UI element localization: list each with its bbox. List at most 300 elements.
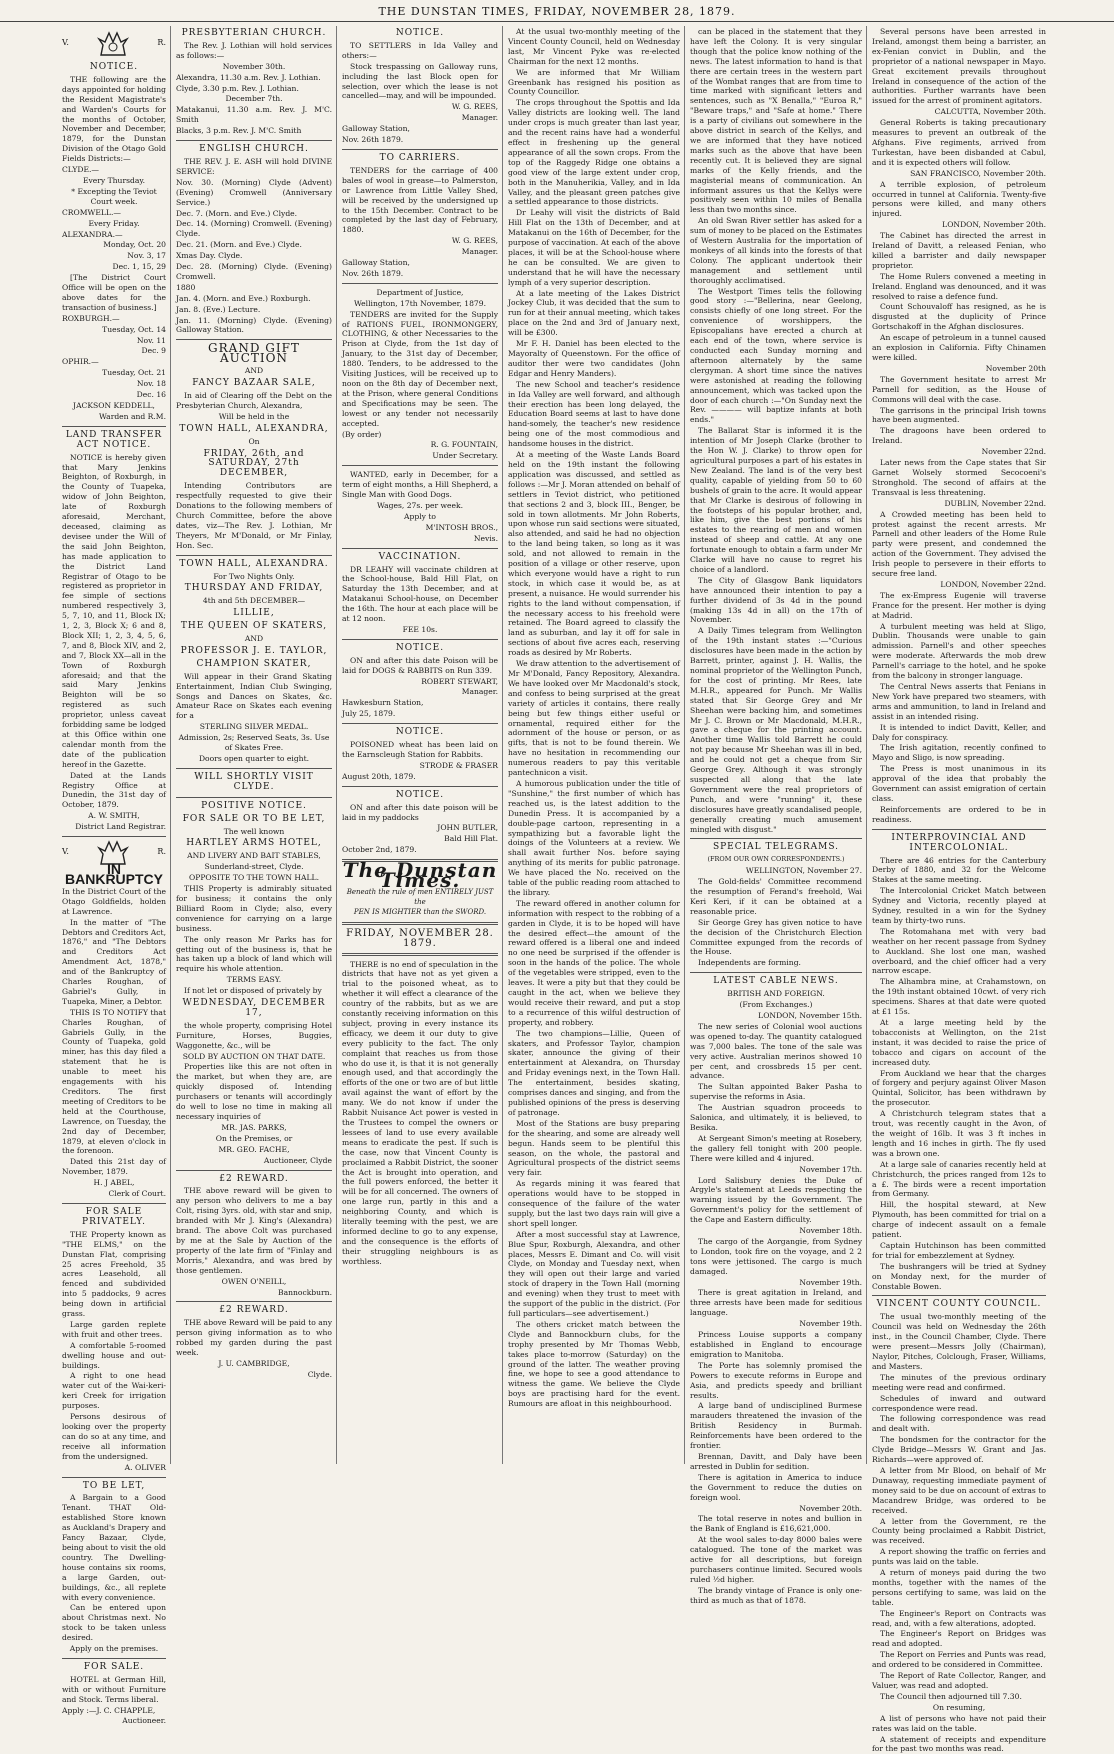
parks: MR. JAS. PARKS,: [221, 1122, 287, 1132]
oneill: OWEN O'NEILL,: [221, 1276, 287, 1286]
presbyterian-line: Matakanui, 11.30 a.m. Rev. J. M'C. Smith: [176, 105, 332, 125]
cable-paragraph: Brennan, Davitt, and Daly have been arrested in Dublin for sedition.: [690, 1451, 862, 1471]
grand-body: In aid of Clearing off the Debt on the Presbyterian Church, Alexandra,: [176, 391, 332, 410]
crest-right: R.: [157, 847, 166, 857]
divider: [342, 922, 498, 925]
hartley-reason: The only reason Mr Parks has for getting out of the business is, that he has taken up a block of land which will require his whole attention.: [176, 934, 332, 974]
council-paragraph: A list of persons who have not paid their rates was laid on the table.: [872, 1713, 1046, 1733]
column-rule: [502, 26, 503, 1464]
land-signer: A. W. SMITH,: [88, 811, 140, 821]
bankruptcy-intro: In the District Court of the Otago Goldfields, holden at Lawrence.: [62, 886, 166, 916]
newspaper-nameplate: The Dunstan Times.: [342, 858, 498, 893]
news-paragraph: The Government hesitate to arrest Mr Parnell for sedition, as the House of Commons will deal with the case.: [872, 374, 1046, 404]
bankruptcy-matter: In the matter of "The Debtors and Creditors Act, 1876," and "The Debtors and Creditors Act Amendment Act, 1878," and of the Bankruptcy of Charles Roughan, of Gabriel's Gully, in Tuapeka, Miner, a Debtor.: [62, 917, 166, 1006]
column-1: [58, 26, 170, 1726]
cable-paragraph: A large band of undisciplined Burmese marauders threatened the invasion of the British Residency in Burmah. Reinforcements have been ordered to the frontier.: [690, 1401, 862, 1451]
inter-paragraph: The Rotomahana met with very bad weather on her recent passage from Sydney to Auckland. She lost one man, washed overboard, and the chief officer had a very narrow escape.: [872, 926, 1046, 976]
royal-crest: [62, 26, 166, 60]
grand-dates: FRIDAY, 26th, and SATURDAY, 27th DECEMBER,: [203, 448, 305, 479]
butler-place: Bald Hill Flat.: [444, 834, 498, 844]
divider: [342, 548, 498, 549]
butler: JOHN BUTLER,: [437, 823, 498, 833]
strode-date: August 20th, 1879.: [342, 771, 416, 781]
sale-line: A comfortable 5-roomed dwelling house and out-buildings.: [62, 1340, 166, 1370]
notice-body: THE following are the days appointed for holding the Resident Magistrate's and Warden's Courts for the months of October, November and December, 1879, for the Dunstan Division of the Otago Gold Fields Districts:—: [62, 74, 166, 164]
bankruptcy-dated: Dated this 21st day of November, 1879.: [62, 1157, 166, 1177]
bankruptcy-signer-title: Clerk of Court.: [108, 1189, 166, 1199]
let-title: TO BE LET,: [82, 1480, 146, 1491]
town-lillie: LILLIE,: [233, 608, 275, 619]
stewart-place: Hawkesburn Station,: [342, 698, 424, 708]
will-visit: WILL SHORTLY VISIT CLYDE.: [194, 771, 314, 792]
clyde-heading: CLYDE.—: [62, 165, 100, 175]
english-title: ENGLISH CHURCH.: [199, 144, 309, 155]
vincent-council-title: VINCENT COUNTY COUNCIL.: [876, 1299, 1042, 1310]
council-paragraph: The Engineer's Report on Bridges was read and adopted.: [872, 1629, 1046, 1649]
town-dates: 4th and 5th DECEMBER—: [202, 596, 306, 606]
by-order: (By order): [342, 429, 382, 439]
news-paragraph: The Ballarat Star is informed it is the intention of Mr Joseph Clarke (brother to the Hon W. J. Clarke) to throw open for agricultural purposes a part of his estates in New Zealand. The land is of the very best quality, capable of yielding from 50 to 60 bushels of grain to the acre. It would appear that Mr Clarke is desirous of following in the footsteps of his popular brother, and, like him, give the best portions of his estates to the rearing of men and women instead of sheep and cattle. At any one fortunate enough to obtain a farm under Mr Clarke will have no cause to regret his choice of a landlord.: [690, 426, 862, 574]
butler-body: ON and after this date poison will be laid in my paddocks: [342, 802, 498, 822]
masthead-title: THE DUNSTAN TIMES, FRIDAY, NOVEMBER 28, 1879.: [378, 5, 736, 18]
dateline: SAN FRANCISCO, November 20th.: [910, 168, 1046, 178]
stewart: ROBERT STEWART,: [421, 676, 498, 686]
telegram-paragraph: The Gold-fields' Committee recommend the resumption of Ferand's freehold, Wai Keri Keri, if it can be obtained at a reasonable price.: [690, 877, 862, 916]
news-paragraph: The others cricket match between the Clyde and Bannockburn clubs, for the trophy presented by Mr Thomas Webb, takes place to-morrow (Saturday) on the ground of the latter. The weather proving fine, we hope to see a good attendance to witness the game. We believe the Clyde boys are practising hard for the event. Rumours are afloat in this neighbourhood.: [508, 1319, 680, 1409]
poisoned-body: POISONED wheat has been laid on the Earnscleugh Station for Rabbits.: [342, 740, 498, 759]
ophir-heading: OPHIR.—: [62, 357, 99, 367]
cable-paragraph: The cargo of the Aorgangie, from Sydney to London, took fire on the voyage, and 2 2 tons were jettisoned. The cargo is much damaged.: [690, 1236, 862, 1276]
presbyterian-date: November 30th.: [222, 61, 286, 71]
cable-paragraph: The Sultan appointed Baker Pasha to supervise the reforms in Asia.: [690, 1082, 862, 1102]
cable-paragraph: The Porte has solemnly promised the Powers to execute reforms in Europe and Asia, and predicts speedy and brilliant results.: [690, 1360, 862, 1400]
cromwell-heading: CROMWELL.—: [62, 207, 121, 217]
presbyterian-intro: The Rev. J. Lothian will hold services as follows:—: [176, 40, 332, 60]
news-paragraph: The garrisons in the principal Irish towns have been augmented.: [872, 405, 1046, 425]
news-paragraph: An escape of petroleum in a tunnel caused an explosion in California. Fifty Chinamen were killed.: [872, 333, 1046, 362]
divider: [872, 829, 1046, 830]
notice-title: NOTICE.: [395, 642, 445, 653]
grand-fancy: FANCY BAZAAR SALE,: [192, 378, 316, 389]
town-and: AND: [244, 634, 264, 644]
bankruptcy-body: THIS IS TO NOTIFY that Charles Roughan, of Gabriels Gully, in the County of Tuapeka, gold miner, has this day filed a statement that he is unable to meet his engagements with his Creditors. The first meeting of Creditors to be held at the Courthouse, Lawrence, on Tuesday, the 2nd day of December, 1879, at eleven o'clock in the forenoon.: [62, 1007, 166, 1156]
rees-title: Manager.: [461, 113, 498, 123]
fache-title: Auctioneer, Clyde: [263, 1155, 332, 1165]
town-body: Will appear in their Grand Skating Entertainment, Indian Club Swinging, Songs and Dances on Skates, &c. Amateur Race on Skates each evening for a: [176, 671, 332, 721]
news-paragraph: We are informed that Mr William Greenbank has resigned his position as County Councillor.: [508, 67, 680, 97]
divider: [62, 1477, 166, 1478]
forsale-apply: Apply :—J. C. CHAPPLE,: [62, 1705, 156, 1715]
inter-paragraph: Hill, the hospital steward, at New Plymouth, has been committed for trial on a charge of indecent assault on a female patient.: [872, 1200, 1046, 1240]
town-nights: For Two Nights Only.: [213, 571, 295, 581]
council-paragraph: The Report on Ferries and Punts was read, and ordered to be considered in Committee.: [872, 1650, 1046, 1670]
column-4: [504, 26, 684, 1464]
column-rule: [684, 26, 685, 1464]
stewart-date: July 25, 1879.: [342, 709, 396, 719]
news-paragraph: After a most successful stay at Lawrence, Blue Spur, Roxburgh, Alexandra, and other places, Messrs E. Dimant and Co. will visit Clyde, on Monday and Tuesday next, when they will open out their large and varied stock of drapery in the Town Hall (morning and evening) when they trust to meet with the support of the public in the district. (For full particulars—see advertisement.): [508, 1229, 680, 1318]
english-row: Dec. 21. (Morn. and Eve.) Clyde.: [176, 240, 302, 250]
news-paragraph: A terrible explosion, of petroleum occurred in tunnel at California. Twenty-five persons were killed, and many others injured.: [872, 179, 1046, 219]
mintosh: M'INTOSH BROS.,: [425, 522, 498, 532]
news-paragraph: As regards mining it was feared that operations would have to be stopped in consequence of the failure of the water supply, but the last two days rain will give a short spell longer.: [508, 1179, 680, 1228]
divider: [872, 1295, 1046, 1296]
town-champ: CHAMPION SKATER,: [196, 658, 312, 669]
sale-let-title: FOR SALE OR TO BE LET,: [182, 813, 326, 824]
divider: [342, 723, 498, 724]
presbyterian-line: Alexandra, 11.30 a.m. Rev. J. Lothian.: [176, 72, 321, 82]
divider: [176, 797, 332, 798]
news-paragraph: The crops throughout the Spottis and Ida Valley districts are looking well. The land under crops is much greater than last year, and the recent rains have had a wonderful effect in freshening up the general appearance of all the sown crops. From the top of the Raggedy Ridge one obtains a good view of the large extent under crop, both in the Manuherikia, Valley, and in Ida Valley, and the pleasant green patches give a settled appearance to those districts.: [508, 98, 680, 207]
council-paragraph: The Report of Rate Collector, Ranger, and Valuer, was read and adopted.: [872, 1671, 1046, 1690]
grand-hall: TOWN HALL, ALEXANDRA,: [179, 423, 329, 434]
cable-paragraph: The new series of Colonial wool auctions was opened to-day. The quantity catalogued was 7,000 bales. The tone of the sale was very active. Australian merinos showed 10 per cent, and crossbreds 15 per cent. advance.: [690, 1021, 862, 1081]
inter-paragraph: The Alhambra mine, at Crahamstown, on the 19th instant obtained 10cwt. of very rich specimens. Shares at that date were quoted at £1 15s.: [872, 977, 1046, 1017]
sale-line: Large garden replete with fruit and other trees.: [62, 1319, 166, 1339]
not-disposed: If not let or disposed of privately by: [184, 986, 322, 996]
council-paragraph: The usual two-monthly meeting of the Council was held on Wednesday the 26th inst., in the Council Chamber, Clyde. There were present—Messrs Jolly (Chairman), Naylor, Pitches, Colclough, Fraser, Williams, and Masters.: [872, 1312, 1046, 1371]
column-rule: [336, 26, 337, 1464]
dateline: November 19th.: [799, 1319, 862, 1329]
news-paragraph: Reinforcements are ordered to be in readiness.: [872, 804, 1046, 824]
english-row: Dec. 28. (Morning) Clyde. (Evening) Cromwell.: [176, 262, 332, 281]
divider: [690, 972, 862, 973]
news-paragraph: We draw attention to the advertisement of Mr M'Donald, Fancy Repository, Alexandra. We have looked over Mr Macdonald's stock, and confess to being surprised at the great variety of articles it contains, there really being but few things either useful or ornamental, required either for the adornment of the house or person, or as gifts, that is not to be found therein. We have no hesitation in recommending our numerous readers to pay this veritable pantechnicon a visit.: [508, 659, 680, 778]
inter-paragraph: There are 46 entries for the Canterbury Derby of 1880, and 32 for the Welcome Stakes at the same meeting.: [872, 855, 1046, 885]
poison-body: ON and after this date Poison will be laid for DOGS & RABBITS on Run 339.: [342, 655, 498, 675]
column-2: [172, 26, 336, 1464]
divider: [342, 283, 498, 284]
news-paragraph: Most of the Stations are busy preparing for the shearing, and some are already well begun. Hands seem to be plentiful this season, on the whole, the pastoral and Agricultural prospects of the district seems very fair.: [508, 1118, 680, 1178]
inter-paragraph: A Christchurch telegram states that a trout, was recently caught in the Avon, of the weight of 16lb. It was 3 ft inches in length and 16 inches in girth. The fly used was a brown one.: [872, 1109, 1046, 1158]
inter-paragraph: From Auckland we hear that the charges of forgery and perjury against Oliver Mason Quintal, Solicitor, has been withdrawn by the prosecutor.: [872, 1068, 1046, 1108]
council-paragraph: The Engineer's Report on Contracts was read, and, with a few alterations, adopted.: [872, 1608, 1046, 1628]
motto-line: Beneath the rule of men ENTIRELY JUST the: [346, 887, 494, 906]
dateline: LONDON, November 20th.: [942, 220, 1046, 230]
sold: SOLD BY AUCTION ON THAT DATE.: [182, 1051, 326, 1061]
divider: [176, 140, 332, 141]
news-paragraph: Several persons have been arrested in Ireland, amongst them being a barrister, an ex-Fenian convict in Dublin, and the proprietor of a national newspaper in Mayo. Great excitement prevails throughout Ireland in consequence of the action of the authorities. Further warrants have been issued for the arrest of prominent agitators.: [872, 27, 1046, 106]
town-medal: STERLING SILVER MEDAL.: [199, 722, 309, 732]
english-row: Jan. 4. (Morn. and Eve.) Roxburgh.: [176, 293, 311, 303]
stewart-title: Manager.: [461, 687, 498, 697]
land-body: NOTICE is hereby given that Mary Jenkins Beighton, of Roxburgh, in the County of Tuapeka, widow of John Beighton, late of Roxburgh aforesaid, Merchant, deceased, claiming as devisee under the Will of the said John Beighton, has made application to the District Land Registrar of Otago to be registered as proprietor in fee simple of sections numbered respectively 3, 5, 7, 10, and 11, Block IX; 1, 2, 3, Block X; 6 and 8, Block XII; 1, 2, 3, 4, 5, 6, 7, and 8, Block XIV, and 2, and 7, Block XX—all in the Town of Roxburgh aforesaid; and that the said Mary Jenkins Beighton will be so registered as such proprietor, unless caveat forbidding same be lodged at this Office within one calendar month from the date of the publication hereof in the Gazette.: [62, 452, 166, 769]
properties: Properties like this are not often in the market, but when they are, are quickly disposed of. Intending purchasers or tenants will accordingly do well to lose no time in making all necessary inquiries of: [176, 1062, 332, 1121]
news-paragraph: The Home Rulers convened a meeting in Ireland. England was denounced, and it was resolved to raise a defence fund.: [872, 271, 1046, 301]
alexandra-date: Nov. 3, 17: [127, 251, 166, 261]
land-dated: Dated at the Lands Registry Office at Dunedin, the 31st day of October, 1879.: [62, 770, 166, 810]
cable-paragraph: At the wool sales to-day 8000 bales were catalogued. The tone of the market was active for all descriptions, but foreign purchasers continue limited. Secured wools ruled ½d higher.: [690, 1535, 862, 1584]
news-paragraph: Count Schouvaloff has resigned, as he is disgusted at the duplicity of Prince Gortschakoff in the Afghan disclosures.: [872, 302, 1046, 332]
divider: [176, 1170, 332, 1171]
justice-date: Wellington, 17th November, 1879.: [354, 298, 486, 308]
grand-title: GRAND GIFT AUCTION: [208, 341, 300, 366]
crown-crest-icon: [93, 27, 133, 59]
inter-paragraph: The bushrangers will be tried at Sydney on Monday next, for the murder of Constable Bowen.: [872, 1261, 1046, 1291]
sale-title: FOR SALE PRIVATELY.: [82, 1206, 146, 1227]
opposite: OPPOSITE TO THE TOWN HALL.: [188, 873, 319, 883]
divider: [342, 465, 498, 466]
rees: W. G. REES,: [451, 102, 498, 112]
cable-sub: BRITISH AND FOREIGN.: [727, 989, 825, 999]
dateline: LONDON, November 15th.: [758, 1011, 862, 1020]
divider: [176, 768, 332, 769]
council-paragraph: The bondsmen for the contractor for the Clyde Bridge—Messrs W. Grant and Jas. Richards—were approved of.: [872, 1435, 1046, 1465]
roxburgh-date: Tuesday, Oct. 14: [102, 324, 166, 334]
dateline: WELLINGTON, November 27.: [745, 866, 862, 876]
english-intro: THE REV. J. E. ASH will hold DIVINE SERVICE:: [176, 156, 332, 176]
rees: W. G. REES,: [451, 236, 498, 246]
town-days: THURSDAY AND FRIDAY,: [184, 583, 324, 594]
column-rule: [866, 26, 867, 1464]
inter-paragraph: At a large meeting held by the tobacconists at Wellington, on the 21st instant, it was decided to raise the price of tobacco and cigars on account of the increased duty.: [872, 1018, 1046, 1067]
presbyterian-date: December 7th.: [225, 94, 283, 104]
terms: TERMS EASY.: [226, 975, 282, 985]
crest-left: V.: [62, 38, 69, 48]
news-paragraph: A humorous publication under the title of "Sunshine," the first number of which has reached us, is the latest addition to the Dunedin Press. It is accompanied by a double-page cartoon, representing in a sympathizing but a favorable light the doings of the Volunteers at a review. We shall await further Nos. before saying anything of its merits for public patronage. We have placed the No. received on the table of the public reading room attached to the library.: [508, 778, 680, 897]
town-title: TOWN HALL, ALEXANDRA.: [179, 558, 329, 569]
bankruptcy-signer: H. J ABEL,: [93, 1178, 135, 1188]
council-paragraph: A letter from Mr Blood, on behalf of Mr Dunaway, requesting immediate payment of money said to be due on account of extras to Macandrew Bridge, was ordered to be received.: [872, 1465, 1046, 1515]
rees-place: Galloway Station,: [342, 258, 410, 268]
dateline: November 22nd.: [981, 447, 1046, 457]
vaccination-body: DR LEAHY will vaccinate children at the School-house, Bald Hill Flat, on Saturday the 13th December, and at Matakanui School-house, on December the 16th. The hour at each place will be at 12 noon.: [342, 564, 498, 624]
dateline: DUBLIN, November 22nd.: [944, 498, 1046, 508]
presbyterian-line: Blacks, 3 p.m. Rev. J. M'C. Smith: [176, 126, 302, 136]
cable-sub: (From Exchanges.): [739, 1000, 813, 1010]
telegram-paragraph: Sir George Grey has given notice to have the decision of the Christchurch Election Committee expunged from the records of the House.: [690, 917, 862, 957]
forsale-auctioneer: Auctioneer.: [122, 1716, 166, 1726]
sale-signer: A. OLIVER: [124, 1462, 166, 1472]
cable-paragraph: At Sergeant Simon's meeting at Rosebery, the gallery fell tonight with 200 people. There were killed and 4 injured.: [690, 1133, 862, 1163]
news-paragraph: A Crowded meeting has been held to protest against the recent arrests. Mr Parnell and other leaders of the Home Rule party were present, and condemned the action of the Government. They advised the Irish people to persevere in their efforts to secure free land.: [872, 509, 1046, 579]
english-row: Nov. 30. (Morning) Clyde (Advent) (Evening) Cromwell (Anniversary Service.): [176, 177, 332, 207]
cable-paragraph: The Austrian squadron proceeds to Salonica, and ultimately, it is believed, to Besika.: [690, 1103, 862, 1132]
district-note: [The District Court Office will be open on the above dates for the transaction of business.]: [62, 273, 166, 312]
news-paragraph: The reward offered in another column for information with respect to the robbing of a garden in Clyde, it is to be hoped will have the desired effect—the amount of the reward offered is a liberal one and indeed no one need be surprised if the offender is soon in the hands of the police. The whole of the vegetables were stripped, even to the leaves. It were a pity but that they could be caught in the act, when we believe they would receive their reward, and put a stop to a recurrence of this wilful destruction of property, and robbery.: [508, 898, 680, 1027]
news-paragraph: A Daily Times telegram from Wellington of the 19th instant states :—"Curious disclosures have been made in the action by Barrett, printer, against J. H. Wallis, the nominal proprietor of the Wellington Punch, for the cost of printing. Mr Rees, late M.H.R., appeared for Punch. Mr Wallis stated that Sir George Grey and Mr Sheehan were backing him, and sometimes Mr J. C. Brown or Mr Macdonald, M.H.R., gave a cheque for the printing account. Another time Wallis told Barrett he could not pay because Mr Sheehan was ill in bed, and he could not get a cheque from Sir George Grey. Although it was strongly suspected all along that the late Government were the real proprietors of Punch, and were "running" it, these disclosures have greatly scandalised people, generally creating much amusement mingled with disgust.": [690, 626, 862, 834]
reward2-body: THE above Reward will be paid to any person giving information as to who robbed my garden during the past week.: [176, 1318, 332, 1358]
english-row: Xmas Day. Clyde.: [176, 251, 243, 261]
interprovincial-title: INTERPROVINCIAL AND INTERCOLONIAL.: [891, 832, 1027, 853]
council-paragraph: A return of moneys paid during the two months, together with the names of the persons certifying to same, was laid on the table.: [872, 1568, 1046, 1607]
clyde-note: * Excepting the Teviot Court week.: [71, 186, 157, 206]
column-rule: [170, 26, 171, 1464]
inter-paragraph: At a large sale of canaries recently held at Christchurch, the prices ranged from 12s to a £. The birds were a recent importation from Germany.: [872, 1159, 1046, 1199]
council-paragraph: The following correspondence was read and dealt with.: [872, 1414, 1046, 1434]
mintosh-place: Nevis.: [473, 533, 498, 543]
sunderland: Sunderland-street, Clyde.: [204, 862, 304, 872]
cable-paragraph: There is agitation in America to induce the Government to reduce the duties on foreign wool.: [690, 1472, 862, 1502]
news-paragraph: The Irish agitation, recently confined to Mayo and Sligo, is now spreading.: [872, 743, 1046, 763]
crest-right: R.: [157, 38, 166, 48]
carriers-title: TO CARRIERS.: [379, 152, 461, 163]
reward1-body: THE above reward will be given to any person who delivers to me a bay Colt, rising 3yrs. old, with star and snip, branded with Mr J. King's (Alexandra) brand. The above Colt was purchased by me at the Sale by Auction of the property of the late firm of "Finlay and Morris," Alexandra, and was bred by those gentlemen.: [176, 1186, 332, 1275]
cambridge-place: Clyde.: [307, 1369, 332, 1379]
council-paragraph: The minutes of the previous ordinary meeting were read and confirmed.: [872, 1372, 1046, 1392]
dateline: CALCUTTA, November 20th.: [934, 107, 1046, 117]
editorial-paragraph: THERE is no end of speculation in the districts that have not as yet given a trial to the poisoned wheat, as to whether it will effect a clearance of the country of the rabbits, but as we are constantly receiving information on this subject, proving in every instance its efficacy, we deem it our duty to give every publicity to the fact. The only complaint that reaches us from those who do use it, is that it is not generally enough used, and that accordingly the efforts of the one or two are of but little avail against the want of effort by the many. We do not know if under the Rabbit Nuisance Act power is vested in the Trustees to compel the owners or lessees of land to use every available means to eradicate the pest. If such is the case, now that Vincent County is proclaimed a Rabbit District, the sooner the Act is brought into operation, and the full powers enforced, the better it will be for all concerned. The owners of one large run, partly in this and a neighboring County, and which is literally teeming with the pest, we are informed decline to go to any expense, and the consequence is the efforts of their struggling neighbours is as worthless.: [342, 959, 498, 1266]
dateline: LONDON, November 22nd.: [940, 579, 1046, 589]
wednesday: WEDNESDAY, DECEMBER 17,: [182, 998, 326, 1018]
presbyterian-title: PRESBYTERIAN CHURCH.: [181, 28, 327, 38]
dateline: November 17th.: [799, 1164, 862, 1174]
divider: [62, 1203, 166, 1204]
news-paragraph: General Roberts is taking precautionary measures to prevent an outbreak of the Afghans. Five regiments, arrived from Turkestan, have been disbanded at Cabul, and it is expected others will follow.: [872, 118, 1046, 167]
clyde-line: Every Thursday.: [82, 175, 146, 185]
divider: [176, 1301, 332, 1302]
ophir-date: Tuesday, Oct. 21: [102, 368, 166, 378]
column-6: [868, 26, 1050, 1754]
council-paragraph: A statement of receipts and expenditure for the past two months was read.: [872, 1734, 1046, 1754]
cable-news-title: LATEST CABLE NEWS.: [713, 976, 839, 987]
alexandra-heading: ALEXANDRA.—: [62, 229, 123, 239]
presbyterian-line: Clyde, 3.30 p.m. Rev. J. Lothian.: [176, 83, 299, 93]
rees-title: Manager.: [461, 247, 498, 257]
divider: [176, 555, 332, 556]
strode: STRODE & FRASER: [419, 760, 498, 770]
masthead: [0, 0, 1114, 22]
english-row: Dec. 7. (Morn. and Eve.) Clyde.: [176, 208, 298, 218]
cable-paragraph: Lord Salisbury denies the Duke of Argyle's statement at Leeds respecting the warning issued by the Government. The Government's policy for the settlement of the Cape and Eastern difficulty.: [690, 1175, 862, 1225]
justice-body: TENDERS are invited for the Supply of RATIONS FUEL, IRONMONGERY, CLOTHING, & other Necessaries to the Prison at Clyde, from the 1st day of January, to the 31st day of December, 1880. Tenders, to be addressed to the Visiting Justices, will be received up to noon on the 8th day of December next, at the Prison, where general Conditions and Specifications may be seen. The lowest or any tender not necessarily accepted.: [342, 309, 498, 428]
dateline: November 20th: [985, 363, 1046, 373]
divider: [176, 339, 332, 340]
town-admission: Admission, 2s; Reserved Seats, 3s. Use of Skates Free.: [178, 733, 330, 753]
grand-and: AND: [244, 366, 264, 376]
english-row: Jan. 11. (Morning) Clyde. (Evening) Galloway Station.: [176, 315, 332, 335]
roxburgh-date: Nov. 11: [136, 335, 166, 345]
news-paragraph: Mr F. H. Daniel has been elected to the Mayoralty of Queenstown. For the office of auditor ther were two candidates (John Edgar and Henry Manders).: [508, 339, 680, 378]
alexandra-date: Monday, Oct. 20: [103, 240, 166, 250]
grand-contrib: Intending Contributors are respectfully requested to give their Donations to the following members of Church Committee, before the above dates, viz—The Rev. J. Lothian, Mr Theyers, Mr M'Donald, or Mr Finlay, Hon. Sec.: [176, 481, 332, 550]
apply: Apply to: [404, 511, 436, 521]
fountain: R. G. FOUNTAIN,: [430, 440, 498, 450]
cable-paragraph: There is great agitation in Ireland, and three arrests have been made for seditious language.: [690, 1288, 862, 1318]
dateline: November 20th.: [799, 1503, 862, 1513]
news-paragraph: An old Swan River settler has asked for a sum of money to be placed on the Estimates of Western Australia for the importation of monkeys of all kinds into the forests of that Colony. The applicant undertook their management and settlement until thoroughly acclimatised.: [690, 216, 862, 285]
hartley-body: THIS Property is admirably situated for business; it contains the only Billiard Room in Clyde; also, every convenience for carrying on a large business.: [176, 884, 332, 933]
news-paragraph: The ex-Empress Eugenie will traverse France for the present. Her mother is dying at Madrid.: [872, 590, 1046, 620]
grand-on: On: [248, 436, 260, 446]
hartley-title: HARTLEY ARMS HOTEL,: [186, 838, 322, 849]
english-row: 1880: [176, 282, 196, 292]
cromwell-line: Every Friday.: [88, 218, 140, 228]
oneill-place: Bannockburn.: [277, 1287, 332, 1297]
fountain-title: Under Secretary.: [432, 451, 498, 461]
english-row: Dec. 14. (Morning) Cromwell. (Evening) Clyde.: [176, 219, 332, 239]
ophir-date: Nov. 18: [136, 379, 166, 389]
council-paragraph: On resuming,: [932, 1702, 986, 1712]
carriers-body: TENDERS for the carriage of 400 bales of wool in grease—to Palmerston, or Lawrence from Little Valley Shed, will be received by the undersigned up to the 15th December. Contract to be completed by the last day of February, 1880.: [342, 165, 498, 235]
council-paragraph: A letter from the Government, re the County being proclaimed a Rabbit District, was received.: [872, 1516, 1046, 1546]
alexandra-date: Dec. 1, 15, 29: [112, 262, 166, 272]
dateline: November 19th.: [799, 1277, 862, 1287]
dateline: November 18th.: [799, 1226, 862, 1236]
crest-left: V.: [62, 847, 69, 857]
sale-line: Persons desirous of looking over the property can do so at any time, and receive all information from the undersigned.: [62, 1412, 166, 1461]
settlers-heading: TO SETTLERS in Ida Valley and others:—: [342, 40, 498, 60]
inter-paragraph: Captain Hutchinson has been committed for trial for embezzlement at Sydney.: [872, 1240, 1046, 1260]
issue-dateline: FRIDAY, NOVEMBER 28. 1879.: [346, 927, 494, 949]
forsale-body: HOTEL at German Hill, with or without Furniture and Stock. Terms liberal.: [62, 1674, 166, 1704]
bankruptcy-title: IN BANKRUPTCY: [65, 861, 163, 887]
grand-held: Will be held in the: [218, 411, 290, 421]
let-apply: Apply on the premises.: [69, 1644, 159, 1654]
town-prof: PROFESSOR J. E. TAYLOR,: [180, 645, 328, 656]
news-paragraph: At the usual two-monthly meeting of the Vincent County Council, held on Wednesday last, Mr Vincent Pyke was re-elected Chairman for the next 12 months.: [508, 27, 680, 66]
divider: [342, 953, 498, 956]
special-telegrams-sub: (FROM OUR OWN CORRESPONDENTS.): [707, 855, 845, 864]
news-paragraph: The dragoons have been ordered to Ireland.: [872, 426, 1046, 446]
rees-date: Nov. 26th 1879.: [342, 135, 404, 145]
cambridge: J. U. CAMBRIDGE,: [218, 1358, 290, 1368]
fee: FEE 10s.: [402, 624, 438, 634]
land-signer-title: District Land Registrar.: [75, 822, 166, 832]
motto-line: PEN IS MIGHTIER than the SWORD.: [353, 907, 487, 916]
butler-date: October 2nd, 1879.: [342, 845, 417, 855]
special-telegrams-title: SPECIAL TELEGRAMS.: [712, 842, 840, 853]
news-paragraph: The Cabinet has directed the arrest in Ireland of Davitt, a released Fenian, who killed a barrister and daily newspaper proprietor.: [872, 231, 1046, 270]
cable-paragraph: Princess Louise supports a company established in England to encourage emigration to Manitoba.: [690, 1330, 862, 1359]
notice-title: NOTICE.: [395, 727, 445, 738]
news-paragraph: The new School and teacher's residence in Ida Valley are well forward, and although their erection has been long delayed, the Education Board seems at last to have done hand-somely, the teacher's new residence being one of the most commodious and handsome houses in the district.: [508, 379, 680, 449]
sale-body: THE Property known as "THE ELMS," on the Dunstan Flat, comprising 25 acres Freehold, 35 acres Leasehold, all fenced and subdivided into 5 paddocks, 9 acres being down in artificial grass.: [62, 1229, 166, 1319]
rees-place: Galloway Station,: [342, 124, 410, 134]
telegram-paragraph: Independents are forming.: [698, 958, 801, 968]
news-paragraph: A turbulent meeting was held at Sligo, Dublin. Thousands were unable to gain admission. Parnell's and other speeches were moderate. Afterwards the mob drew Parnell's carriage to the hotel, and he spoke from the balcony in stronger language.: [872, 621, 1046, 681]
notice-title: NOTICE.: [395, 789, 445, 800]
land-title: LAND TRANSFER ACT NOTICE.: [65, 429, 163, 450]
news-paragraph: The City of Glasgow Bank liquidators have announced their intention to pay a further dividend of 3s 4d in the pound (making 13s 4d in all) on the 17th of November.: [690, 575, 862, 625]
news-paragraph: The two champions—Lillie, Queen of skaters, and Professor Taylor, champion skater, announce the giving of their entertainment at Alexandra, on Thursday and Friday evenings next, in the Town Hall. The entertainment, besides skating, comprises dances and singing, and from the published opinions of the press is deserving of patronage.: [508, 1028, 680, 1117]
royal-crest: [62, 841, 166, 863]
divider: [342, 639, 498, 640]
ophir-date: Dec. 16: [136, 390, 166, 400]
council-paragraph: The Council then adjourned till 7.30.: [880, 1691, 1022, 1701]
news-paragraph: The Westport Times tells the following good story :—"Bellerina, near Geelong, consists chiefly of one long street. For the convenience of worshippers, the Episcopalians have erected a church at each end of the town, where service is conducted each Sunday morning and afternoon alternately by the same clergyman. A short time since the natives were astonished at reading the following announcement, which was tacked upon the door of each church :—"On Sunday next the Rev. ———— will baptize infants at both ends.": [690, 286, 862, 425]
parks-on: On the Premises, or: [215, 1133, 293, 1143]
news-paragraph: At a late meeting of the Lakes District Jockey Club, it was decided that the sum to run for at their annual meeting, which takes place on the 2nd and 3rd of January next, will be £300.: [508, 288, 680, 338]
sale-line: A right to one head water cut of the Wai-keri-keri Creek for irrigation purposes.: [62, 1371, 166, 1411]
roxburgh-heading: ROXBURGH.—: [62, 313, 120, 323]
news-paragraph: At a meeting of the Waste Lands Board held on the 19th instant the following application was discussed, and settled as follows :—Mr J. Moran attended on behalf of settlers in Teviot district, who petitioned that sections 2 and 3, block III., Benger, be sold in town allotments. Mr John Roberts, upon whose run said sections were situated, also attended, and said he had no objection to the land being taken, so long as it was sold, and not allowed to remain in the position of a village or other reserve, upon which everyone would have a right to run stock, in which case it would be, as at present, a nuisance. He would surrender his rights to the land without compensation, if the necessary access to his freehold were retained. The Board agreed to classify the land as suburban, and lay it off for sale in sections of about five acres each, reserving roads as desired by Mr Roberts.: [508, 450, 680, 658]
roxburgh-date: Dec. 9: [141, 346, 166, 356]
column-5: [686, 26, 866, 1605]
fache: MR. GEO. FACHE,: [218, 1144, 290, 1154]
divider: [62, 1658, 166, 1659]
cable-paragraph: The brandy vintage of France is only one-third as much as that of 1878.: [690, 1585, 862, 1605]
cable-paragraph: The total reserve in notes and bullion in the Bank of England is £16,621,000.: [690, 1514, 862, 1534]
news-paragraph: The Press is most unanimous in its approval of the idea that probably the Government can assist emigration of certain class.: [872, 764, 1046, 803]
notice-title: NOTICE.: [395, 28, 445, 38]
news-paragraph: The Central News asserts that Fenians in New York have prepared two steamers, with arms and ammunition, to land in Ireland and assist in an intended rising.: [872, 682, 1046, 721]
inter-paragraph: The Intercolonial Cricket Match between Sydney and Victoria, recently played at Sydney, resulted in a win for the Sydney team by thirty-two runs.: [872, 886, 1046, 925]
wages: Wages, 27s. per week.: [376, 500, 464, 510]
justice-dept: Department of Justice,: [376, 287, 464, 297]
let-line: Can be entered upon about Christmas next. No stock to be taken unless desired.: [62, 1603, 166, 1643]
news-paragraph: Dr Leahy will visit the districts of Bald Hill Flat on the 13th of December, and at Matakanui on the 16th of December, for the purpose of vaccination. At each of the above places, it will be at the School-house where he can be consulted. We are given to understand that he will have the necessary lymph of a very superior description.: [508, 208, 680, 287]
reward2-title: £2 REWARD.: [219, 1305, 289, 1316]
reward1-title: £2 REWARD.: [219, 1173, 289, 1184]
positive-notice: POSITIVE NOTICE.: [201, 800, 307, 811]
wanted-body: WANTED, early in December, for a term of eight months, a Hill Shepherd, a Single Man with Good Dogs.: [342, 470, 498, 500]
vaccination-title: VACCINATION.: [378, 551, 462, 562]
column-3: [338, 26, 502, 1464]
town-doors: Doors open quarter to eight.: [198, 754, 310, 763]
divider: [690, 838, 862, 839]
news-paragraph: Later news from the Cape states that Sir Garnet Wolsely stormed Secocoeni's Stronghold. The second of affairs at the Transvaal is less threatening.: [872, 458, 1046, 497]
notice-title: NOTICE.: [89, 62, 139, 72]
